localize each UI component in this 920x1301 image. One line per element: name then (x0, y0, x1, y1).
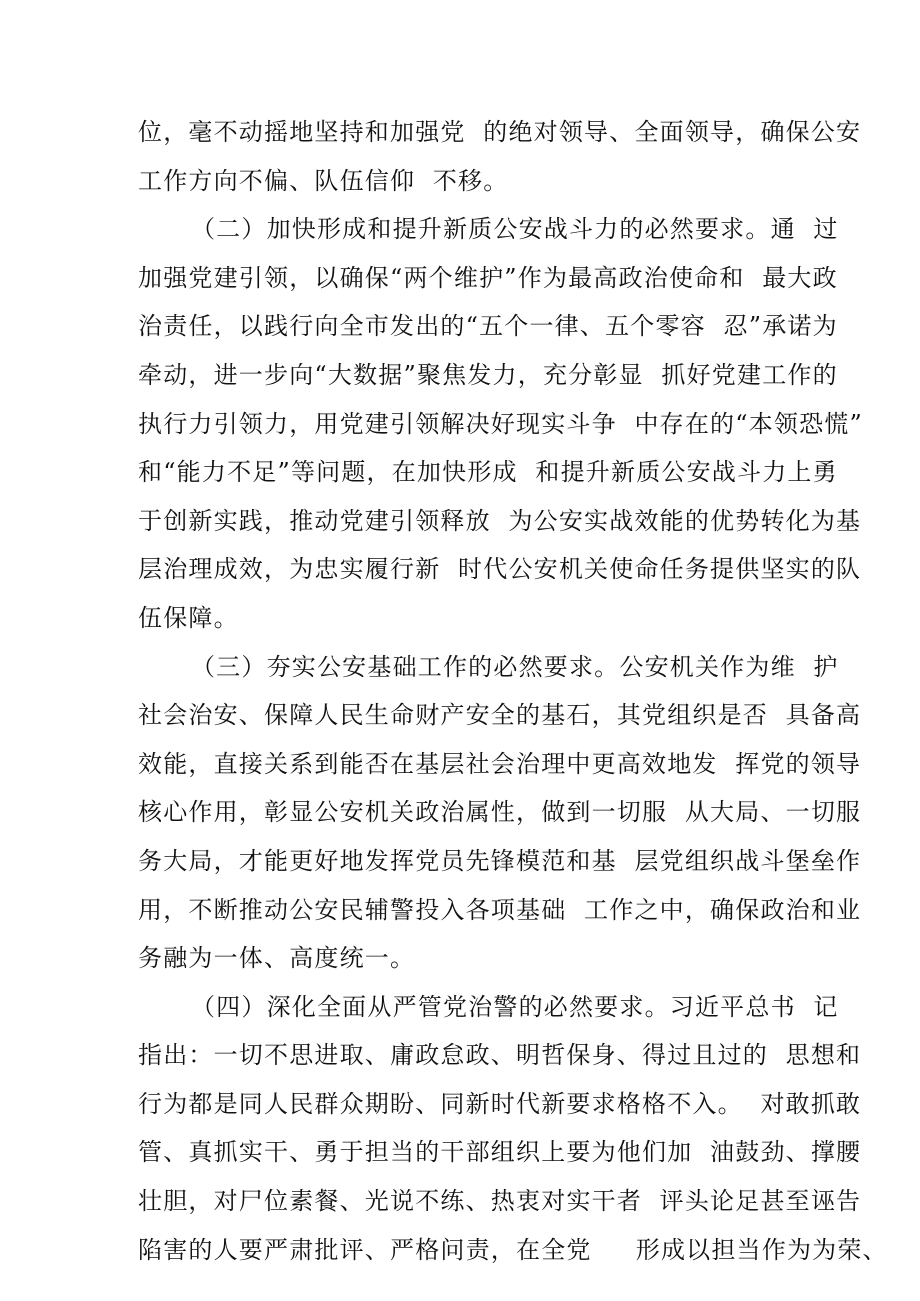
text-line: 层治理成效，为忠实履行新 时代公安机关使命任务提供坚实的队 (138, 555, 862, 584)
text-line: 执行力引领力，用党建引领解决好现实斗争 中存在的“本领恐慌” (138, 409, 863, 438)
text-line: 工作方向不偏、队伍信仰 不移。 (138, 166, 509, 195)
text-line: 于创新实践，推动党建引领释放 为公安实战效能的优势转化为基 (138, 506, 862, 535)
text-line: 务融为一体、高度统一。 (138, 944, 416, 973)
text-line: 壮胆，对尸位素餐、光说不练、热衷对实干者 评头论足甚至诬告 (138, 1187, 862, 1216)
text-line: 用，不断推动公安民辅警投入各项基础 工作之中，确保政治和业 (138, 895, 862, 924)
text-line: 指出：一切不思进取、庸政怠政、明哲保身、得过且过的 思想和 (138, 1041, 862, 1070)
text-line: 管、真抓实干、勇于担当的干部组织上要为他们加 油鼓劲、撑腰 (138, 1138, 862, 1167)
text-line: 务大局，才能更好地发挥党员先锋模范和基 层党组织战斗堡垒作 (138, 846, 862, 875)
text-line: 牵动，进一步向“大数据”聚焦发力，充分彰显 抓好党建工作的 (138, 360, 838, 389)
document-body (138, 108, 888, 1274)
text-line: 加强党建引领，以确保“两个维护”作为最高政治使命和 最大政 (138, 263, 838, 292)
text-line: 核心作用，彰显公安机关政治属性，做到一切服 从大局、一切服 (138, 798, 862, 827)
text-line: 位，毫不动摇地坚持和加强党 的绝对领导、全面领导，确保公安 (138, 118, 862, 146)
text-line: 社会治安、保障人民生命财产安全的基石，其党组织是否 具备高 (138, 701, 862, 730)
text-line: 效能，直接关系到能否在基层社会治理中更高效地发 挥党的领导 (138, 749, 862, 778)
text-line: 行为都是同人民群众期盼、同新时代新要求格格不入。 对敢抓敢 (138, 1089, 862, 1118)
text-line: 伍保障。 (138, 603, 239, 632)
text-line: 治责任，以践行向全市发出的“五个一律、五个零容 忍”承诺为 (138, 312, 838, 341)
text-line: （四）深化全面从严管党治警的必然要求。习近平总书 记 (138, 992, 839, 1021)
text-line: 和“能力不足”等问题，在加快形成 和提升新质公安战斗力上勇 (138, 458, 838, 487)
text-line: （二）加快形成和提升新质公安战斗力的必然要求。通 过 (138, 215, 839, 244)
text-line: 陷害的人要严肃批评、严格问责，在全党 形成以担当作为为荣、 (138, 1235, 888, 1264)
text-line: （三）夯实公安基础工作的必然要求。公安机关作为维 护 (138, 652, 839, 681)
